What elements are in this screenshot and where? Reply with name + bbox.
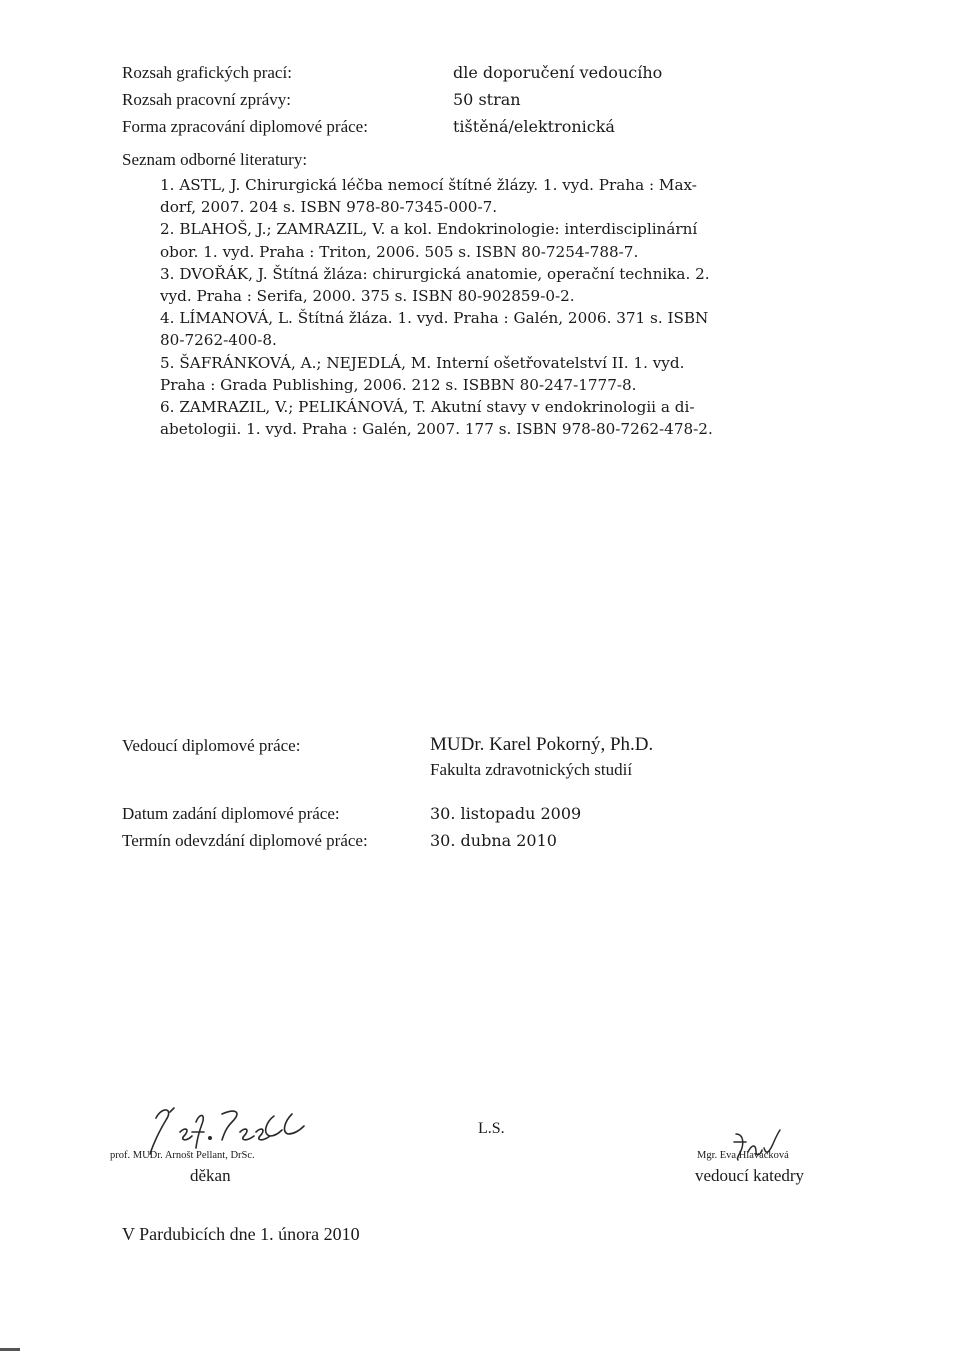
literature-line: Praha : Grada Publishing, 2006. 212 s. ISBBN 80-247-1777-8. bbox=[160, 375, 637, 394]
seal-label: L.S. bbox=[478, 1120, 505, 1137]
assignment-date-label: Datum zadání diplomové práce: bbox=[122, 804, 340, 823]
scan-edge-mark bbox=[0, 1348, 20, 1351]
literature-line: vyd. Praha : Serifa, 2000. 375 s. ISBN 80-902859-0-2. bbox=[160, 287, 575, 306]
supervisor-faculty: Fakulta zdravotnických studií bbox=[430, 760, 633, 779]
graphic-scope-label: Rozsah grafických prací: bbox=[122, 63, 292, 82]
literature-line: abetologii. 1. vyd. Praha : Galén, 2007. 177 s. ISBN 978-80-7262-478-2. bbox=[160, 420, 713, 439]
dean-signature bbox=[140, 1098, 330, 1158]
literature-line: dorf, 2007. 204 s. ISBN 978-80-7345-000-7. bbox=[160, 198, 498, 217]
thesis-form-label: Forma zpracování diplomové práce: bbox=[122, 117, 368, 136]
assignment-date-value: 30. listopadu 2009 bbox=[430, 804, 582, 823]
literature-line: 5. ŠAFRÁNKOVÁ, A.; NEJEDLÁ, M. Interní ošetřovatelství II. 1. vyd. bbox=[160, 353, 685, 372]
submission-date-value: 30. dubna 2010 bbox=[430, 831, 557, 850]
head-name: Mgr. Eva Hlaváčková bbox=[697, 1150, 789, 1161]
report-scope-label: Rozsah pracovní zprávy: bbox=[122, 90, 291, 109]
literature-line: 4. LÍMANOVÁ, L. Štítná žláza. 1. vyd. Praha : Galén, 2006. 371 s. ISBN bbox=[160, 309, 709, 328]
literature-line: 3. DVOŘÁK, J. Štítná žláza: chirurgická anatomie, operační technika. 2. bbox=[160, 264, 710, 283]
literature-heading: Seznam odborné literatury: bbox=[122, 150, 308, 169]
report-scope-value: 50 stran bbox=[453, 90, 521, 109]
literature-line: obor. 1. vyd. Praha : Triton, 2006. 505 s. ISBN 80-7254-788-7. bbox=[160, 242, 639, 261]
supervisor-label: Vedoucí diplomové práce: bbox=[122, 736, 301, 755]
thesis-form-value: tištěná/elektronická bbox=[453, 117, 615, 136]
graphic-scope-value: dle doporučení vedoucího bbox=[453, 63, 663, 82]
submission-date-label: Termín odevzdání diplomové práce: bbox=[122, 831, 368, 850]
dean-name: prof. MUDr. Arnošt Pellant, DrSc. bbox=[110, 1150, 255, 1161]
literature-line: 1. ASTL, J. Chirurgická léčba nemocí štítné žlázy. 1. vyd. Praha : Max- bbox=[160, 176, 697, 194]
literature-line: 80-7262-400-8. bbox=[160, 331, 277, 350]
head-role: vedoucí katedry bbox=[695, 1166, 805, 1185]
literature-line: 6. ZAMRAZIL, V.; PELIKÁNOVÁ, T. Akutní stavy v endokrinologii a di- bbox=[160, 398, 695, 417]
literature-line: 2. BLAHOŠ, J.; ZAMRAZIL, V. a kol. Endokrinologie: interdisciplinární bbox=[160, 220, 698, 239]
supervisor-name: MUDr. Karel Pokorný, Ph.D. bbox=[430, 734, 654, 755]
literature-list bbox=[160, 174, 850, 440]
dean-role: děkan bbox=[190, 1166, 231, 1185]
place-date: V Pardubicích dne 1. února 2010 bbox=[122, 1224, 360, 1244]
